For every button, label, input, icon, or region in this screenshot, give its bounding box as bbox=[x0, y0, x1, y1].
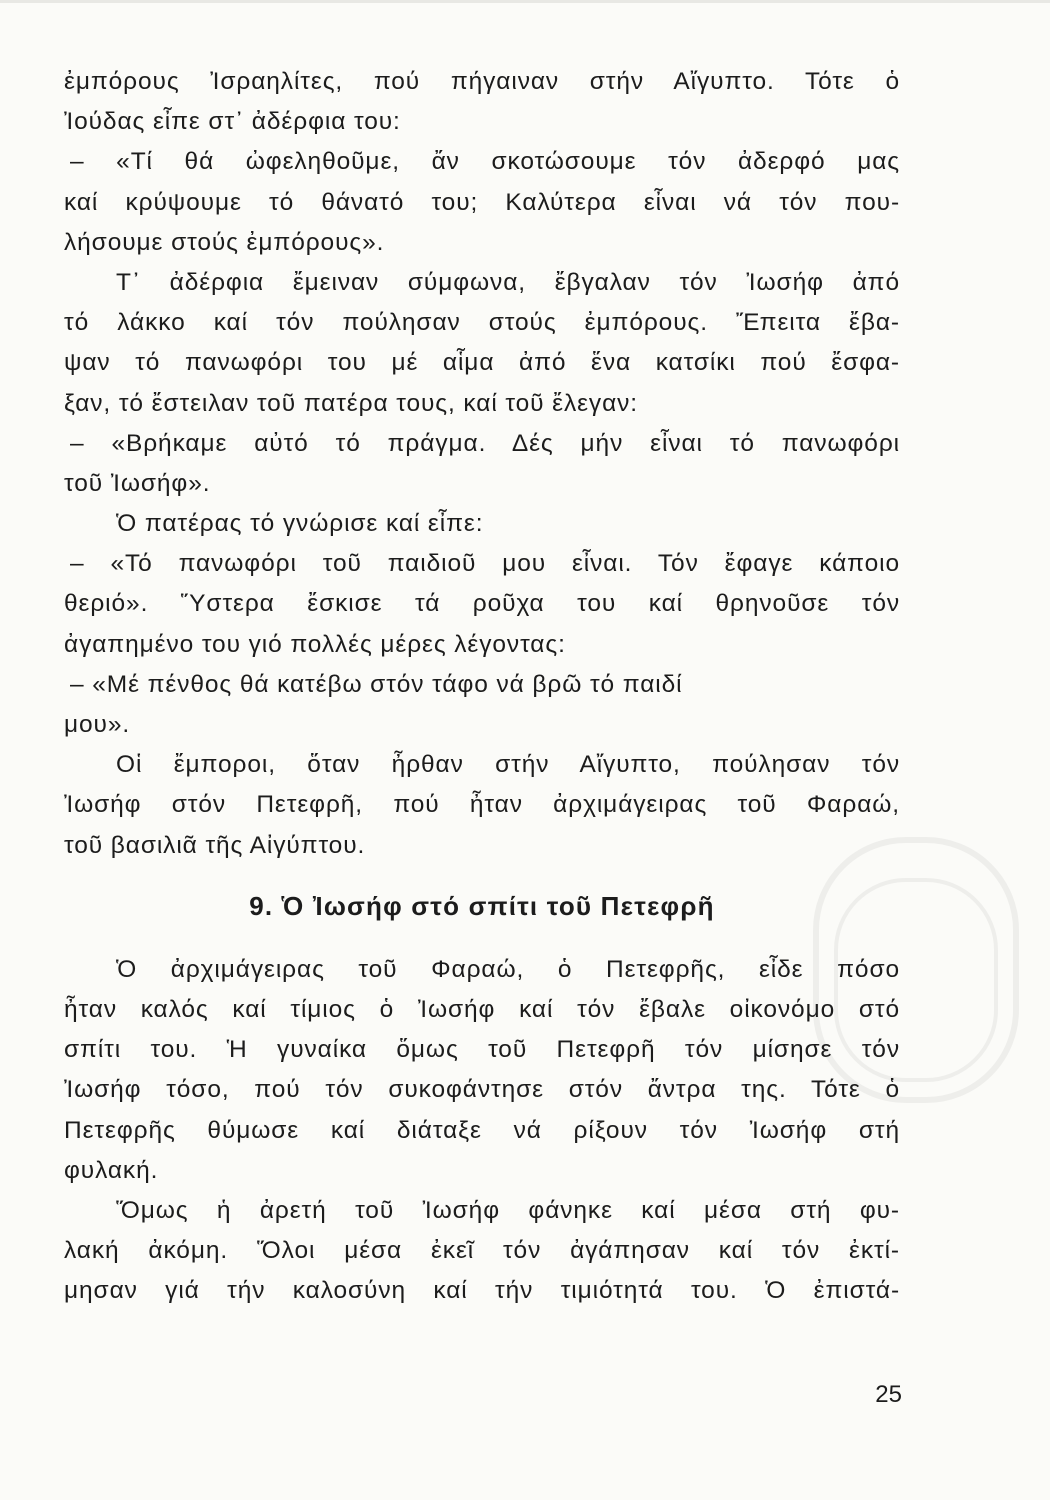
paragraph-line: φυλακή. bbox=[64, 1156, 159, 1184]
page-number: 25 bbox=[875, 1381, 902, 1408]
paragraph-line: Πετεφρῆς θύμωσε καί διάταξε νά ρίξουν τόν Ἰωσήφ στή bbox=[64, 1116, 900, 1144]
dialogue-line: – «Βρήκαμε αὐτό τό πράγμα. Δές μήν εἶναι τό πανωφόρι bbox=[70, 429, 900, 457]
paragraph-line: Ὅμως ἡ ἀρετή τοῦ Ἰωσήφ φάνηκε καί μέσα στή φυ- bbox=[116, 1196, 900, 1224]
paragraph-line: ἦταν καλός καί τίμιος ὁ Ἰωσήφ καί τόν ἔβαλε οἰκονόμο στό bbox=[64, 995, 900, 1023]
paragraph-line: θεριό». Ὕστερα ἔσκισε τά ροῦχα του καί θρηνοῦσε τόν bbox=[64, 590, 900, 618]
dialogue-line: – «Τί θά ὠφεληθοῦμε, ἄν σκοτώσουμε τόν ἀδερφό μας bbox=[70, 148, 900, 176]
paragraph-line: καί κρύψουμε τό θάνατό του; Καλύτερα εἶναι νά τόν που- bbox=[64, 188, 900, 216]
dialogue-line: – «Τό πανωφόρι τοῦ παιδιοῦ μου εἶναι. Τόν ἔφαγε κάποιο bbox=[70, 550, 900, 578]
paragraph-line: Ὁ ἀρχιμάγειρας τοῦ Φαραώ, ὁ Πετεφρῆς, εἶδε πόσο bbox=[116, 955, 900, 983]
paragraph-line: ἐμπόρους Ἰσραηλίτες, πού πήγαιναν στήν Αἴγυπτο. Τότε ὁ bbox=[64, 68, 900, 95]
paragraph-line: λήσουμε στούς ἐμπόρους». bbox=[64, 228, 385, 256]
paragraph-line: τοῦ Ἰωσήφ». bbox=[64, 469, 211, 497]
paragraph-line: λακή ἀκόμη. Ὅλοι μέσα ἐκεῖ τόν ἀγάπησαν καί τόν ἐκτί- bbox=[64, 1237, 900, 1265]
page-edge bbox=[0, 0, 1050, 3]
body-text bbox=[64, 62, 900, 1311]
paragraph-line: ἀγαπημένο του γιό πολλές μέρες λέγοντας: bbox=[64, 630, 566, 658]
paragraph-line: ψαν τό πανωφόρι του μέ αἷμα ἀπό ἕνα κατσίκι πού ἔσφα- bbox=[64, 349, 900, 377]
paragraph-line: τοῦ βασιλιᾶ τῆς Αἰγύπτου. bbox=[64, 831, 366, 859]
paragraph-line: Ἰούδας εἶπε στ᾽ ἀδέρφια του: bbox=[64, 108, 401, 136]
paragraph-line: Ὁ πατέρας τό γνώρισε καί εἶπε: bbox=[116, 510, 484, 538]
paragraph-line: Ἰωσήφ τόσο, πού τόν συκοφάντησε στόν ἄντρα της. Τότε ὁ bbox=[64, 1076, 900, 1104]
paragraph-line: ξαν, τό ἔστειλαν τοῦ πατέρα τους, καί τοῦ ἔλεγαν: bbox=[64, 389, 638, 417]
paragraph-line: μησαν γιά τήν καλοσύνη καί τήν τιμιότητά του. Ὁ ἐπιστά- bbox=[64, 1277, 900, 1305]
paragraph-line: τό λάκκο καί τόν πούλησαν στούς ἐμπόρους. Ἔπειτα ἔβα- bbox=[64, 309, 900, 337]
chapter-heading: 9. Ὁ Ἰωσήφ στό σπίτι τοῦ Πετεφρῆ bbox=[249, 890, 715, 921]
dialogue-line: – «Μέ πένθος θά κατέβω στόν τάφο νά βρῶ τό παιδί bbox=[70, 670, 683, 698]
paragraph-line: μου». bbox=[64, 711, 131, 738]
paragraph-line: Τ᾽ ἀδέρφια ἔμειναν σύμφωνα, ἔβγαλαν τόν Ἰωσήφ ἀπό bbox=[116, 268, 900, 296]
paragraph-line: σπίτι του. Ἡ γυναίκα ὅμως τοῦ Πετεφρῆ τόν μίσησε τόν bbox=[64, 1036, 900, 1064]
paragraph-line: Οἱ ἔμποροι, ὅταν ἦρθαν στήν Αἴγυπτο, πούλησαν τόν bbox=[116, 751, 900, 779]
paragraph-line: Ἰωσήφ στόν Πετεφρῆ, πού ἦταν ἀρχιμάγειρας τοῦ Φαραώ, bbox=[64, 791, 900, 819]
